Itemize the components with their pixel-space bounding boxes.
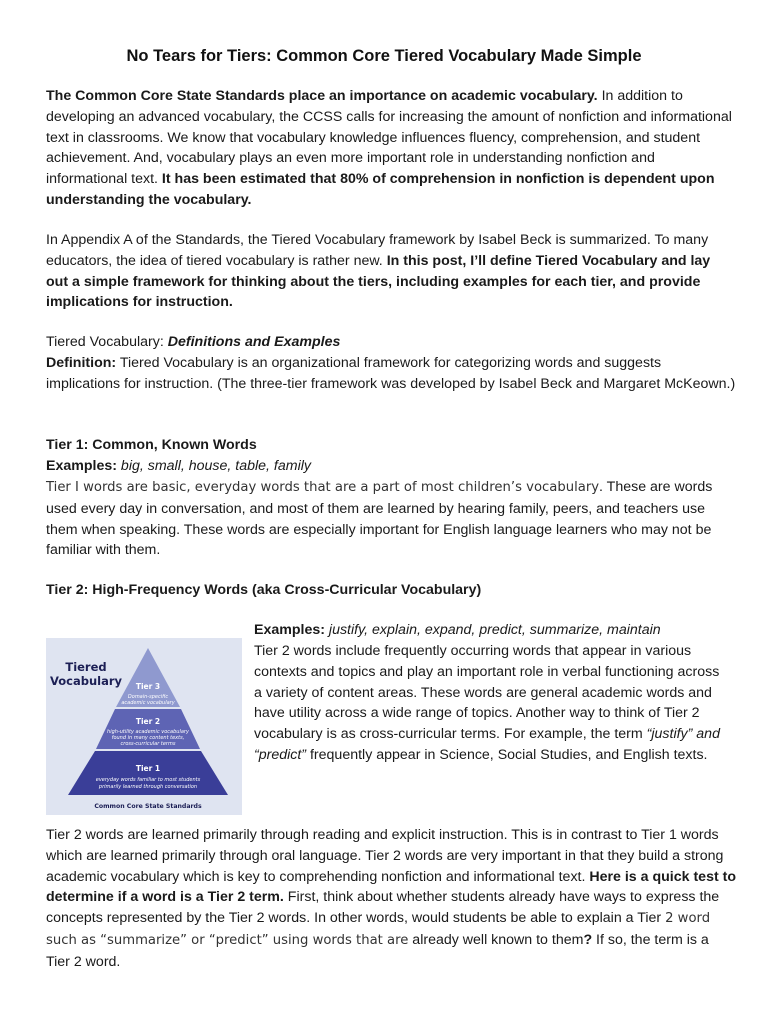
definition-label: Definition: xyxy=(46,355,117,371)
tier2-quoted-terms: “justify” and “predict” xyxy=(254,726,720,763)
tier2-desc-line2: found in many content texts, xyxy=(111,735,185,741)
tiered-vocabulary-pyramid-figure xyxy=(46,638,242,815)
figure-title-line1: Tiered xyxy=(65,660,107,674)
definition-paragraph xyxy=(46,353,736,395)
tier2-text-part2: frequently appear in Science, Social Studies, and English texts. xyxy=(306,746,708,763)
definition-text: Tiered Vocabulary is an organizational framework for categorizing words and suggests implications for instruction. (The three-tier framework was developed by Isabel Beck and Margaret McKeown.) xyxy=(46,355,736,392)
intro-paragraph xyxy=(46,86,736,211)
tier1-heading: Tier 1: Common, Known Words xyxy=(46,437,257,453)
pyramid-graphic xyxy=(46,638,242,815)
closing-text-1: Tier 2 words are learned primarily through reading and explicit instruction. This is in contrast to Tier 1 words which are learned primarily through oral language. Tier 2 words are very important in that they build a strong academic vocabulary which is key to comprehending nonfiction and informational text. xyxy=(46,827,724,885)
tier1-text-alt: Tier I words are basic, everyday words that are a part of most children’s vocabulary xyxy=(46,480,600,495)
closing-text-3: already well known to them xyxy=(408,931,584,948)
tier2-examples-label: Examples: xyxy=(254,622,325,638)
tier2-label: Tier 2 xyxy=(135,717,161,726)
tier1-desc-line1: everyday words familiar to most students xyxy=(95,777,201,783)
tier1-examples-list: big, small, house, table, family xyxy=(116,458,311,474)
closing-question-mark: ? xyxy=(583,931,593,948)
intro-text: In addition to developing an advanced vocabulary, the CCSS calls for increasing the amount of nonfiction and informational text in classrooms. We know that vocabulary knowledge influences fluency, comprehension, and student achievement. And, vocabulary plays an even more important role in understanding nonfiction and informational text. xyxy=(46,88,732,188)
appendix-paragraph xyxy=(46,230,736,313)
tier3-desc-line2: academic vocabulary xyxy=(121,700,175,706)
closing-text-alt: 2 word such as “summarize” or “predict” using words that are xyxy=(46,911,711,948)
tier2-examples-list: justify, explain, expand, predict, summarize, maintain xyxy=(324,622,661,638)
definitions-heading-italic: Definitions and Examples xyxy=(167,334,341,350)
definitions-heading xyxy=(46,332,736,353)
closing-bold-test: Here is a quick test to determine if a word is a Tier 2 term. xyxy=(46,868,737,906)
tier3-desc-line1: Domain-specific xyxy=(127,694,169,700)
closing-text-2: First, think about whether students already have ways to express the concepts represented by the Tier 2 words. In other words, would students be able to explain a Tier xyxy=(46,889,720,927)
tier2-heading: Tier 2: High-Frequency Words (aka Cross-Curricular Vocabulary) xyxy=(46,582,482,598)
intro-bold-sentence: The Common Core State Standards place an importance on academic vocabulary. xyxy=(46,88,598,104)
definitions-heading-plain: Tiered Vocabulary: xyxy=(46,334,168,350)
closing-text-4: If so, the term is a Tier 2 word. xyxy=(46,931,709,970)
page-title: No Tears for Tiers: Common Core Tiered Vocabulary Made Simple xyxy=(126,47,642,65)
tier1-desc-line2: primarily learned through conversation xyxy=(98,784,198,790)
tier2-desc-line3: cross-curricular terms xyxy=(120,741,176,747)
figure-caption: Common Core State Standards xyxy=(94,803,202,810)
tier2-paragraph xyxy=(254,641,724,766)
tier1-examples xyxy=(46,456,736,477)
tier1-paragraph xyxy=(46,477,736,561)
tier1-examples-label: Examples: xyxy=(46,458,117,474)
appendix-text: In Appendix A of the Standards, the Tiered Vocabulary framework by Isabel Beck is summarized. To many educators, the idea of tiered vocabulary is rather new. xyxy=(46,232,709,269)
intro-bold-statistic: It has been estimated that 80% of comprehension in nonfiction is dependent upon understanding the vocabulary. xyxy=(46,171,715,208)
tier2-examples xyxy=(254,620,724,641)
tier2-desc-line1: high-utility academic vocabulary xyxy=(107,729,189,735)
closing-paragraph xyxy=(46,825,736,973)
tier1-text: . These are words used every day in conversation, and most of them are learned by hearing family, peers, and teachers use them when speaking. These words are especially important for English language learners who may not be familiar with them. xyxy=(46,479,713,559)
tier1-label: Tier 1 xyxy=(135,764,161,773)
figure-title-line2: Vocabulary xyxy=(49,674,123,688)
tier3-label: Tier 3 xyxy=(135,682,161,691)
appendix-bold-text: In this post, I’ll define Tiered Vocabulary and lay out a simple framework for thinking about the tiers, including examples for each tier, and provide implications for instruction. xyxy=(46,252,711,311)
tier2-text-part1: Tier 2 words include frequently occurring words that appear in various contexts and topics and play an important role in verbal functioning across a variety of content areas. These words are general academic words and have utility across a wide range of topics. Another way to think of Tier 2 vocabulary is as cross-curricular terms. For example, the term xyxy=(254,643,720,743)
